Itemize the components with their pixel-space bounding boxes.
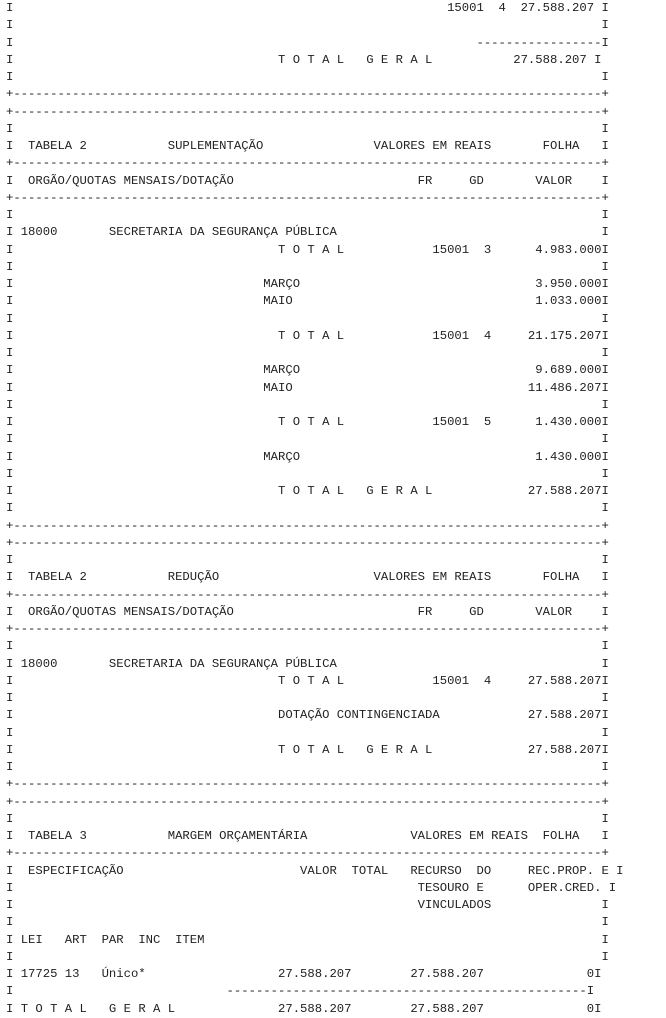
report-line: I 18000 SECRETARIA DA SEGURANÇA PÚBLICA I xyxy=(6,656,609,671)
report-line: I T O T A L 15001 4 21.175.207I xyxy=(6,328,609,343)
report-line: I I xyxy=(6,760,609,774)
report-line: I I xyxy=(6,259,609,274)
report-line: I I xyxy=(6,208,609,222)
report-line: I 17725 13 Único* 27.588.207 27.588.207 0I xyxy=(6,967,602,981)
report-line: I I xyxy=(6,811,609,826)
report-line: I MAIO 1.033.000I xyxy=(6,294,609,309)
report-line: I T O T A L G E R A L 27.588.207I xyxy=(6,484,609,498)
report-line: I I xyxy=(6,18,609,33)
report-line: I MARÇO 1.430.000I xyxy=(6,449,609,464)
report-line: I DOTAÇÃO CONTINGENCIADA 27.588.207I xyxy=(6,708,609,723)
report-line: I MARÇO 9.689.000I xyxy=(6,363,609,378)
report-line: I I xyxy=(6,949,609,964)
report-line: I I xyxy=(6,397,609,412)
report-line: +--------------------------------------------------------------------------------+ xyxy=(6,622,609,636)
report-line: I T O T A L G E R A L 27.588.207I xyxy=(6,742,609,757)
report-line: I T O T A L G E R A L 27.588.207 27.588.207 0I xyxy=(6,1001,602,1016)
report-line: I I xyxy=(6,346,609,360)
report-line: +--------------------------------------------------------------------------------+ xyxy=(6,777,609,792)
report-line: I I xyxy=(6,501,609,516)
report-line: +--------------------------------------------------------------------------------+ xyxy=(6,518,609,533)
report-line: +--------------------------------------------------------------------------------+ xyxy=(6,156,609,171)
report-line: I -------------------------------------------------I xyxy=(6,984,595,999)
report-line: +--------------------------------------------------------------------------------+ xyxy=(6,104,609,119)
report-line: I T O T A L 15001 5 1.430.000I xyxy=(6,415,609,429)
report-line: I TABELA 2 REDUÇÃO VALORES EM REAIS FOLHA I xyxy=(6,570,609,585)
report-line: +--------------------------------------------------------------------------------+ xyxy=(6,587,609,602)
report-line: I I xyxy=(6,915,609,930)
report-line: +--------------------------------------------------------------------------------+ xyxy=(6,190,609,205)
report-line: I I xyxy=(6,311,609,326)
report-line: I TABELA 2 SUPLEMENTAÇÃO VALORES EM REAIS FOLHA I xyxy=(6,139,609,153)
report-line: I TESOURO E OPER.CRED. I xyxy=(6,880,617,895)
report-line: I I xyxy=(6,121,609,136)
report-line: +--------------------------------------------------------------------------------+ xyxy=(6,846,609,861)
report-line: I I xyxy=(6,553,609,567)
report-line: I I xyxy=(6,639,609,654)
report-line: I 18000 SECRETARIA DA SEGURANÇA PÚBLICA I xyxy=(6,225,609,240)
report-line: I MARÇO 3.950.000I xyxy=(6,277,609,291)
report-line: I 15001 4 27.588.207 I xyxy=(6,1,609,15)
report-line: I VINCULADOS I xyxy=(6,898,609,912)
report-line: I I xyxy=(6,432,609,447)
report-line: I I xyxy=(6,466,609,481)
report-line: I I xyxy=(6,70,609,84)
report-line: I I xyxy=(6,725,609,740)
report-line: I -----------------I xyxy=(6,35,609,50)
report-line: I LEI ART PAR INC ITEM I xyxy=(6,932,609,947)
report-line: +--------------------------------------------------------------------------------+ xyxy=(6,535,609,550)
report-line: I ORGÃO/QUOTAS MENSAIS/DOTAÇÃO FR GD VALOR I xyxy=(6,604,609,619)
report-line: I TABELA 3 MARGEM ORÇAMENTÁRIA VALORES EM REAIS FOLHA I xyxy=(6,829,609,843)
report-line: I T O T A L 15001 4 27.588.207I xyxy=(6,673,609,688)
report-line: I ESPECIFICAÇÃO VALOR TOTAL RECURSO DO REC.PROP. E I xyxy=(6,863,624,878)
report-line: I T O T A L G E R A L 27.588.207 I xyxy=(6,52,602,67)
report-line: +--------------------------------------------------------------------------------+ xyxy=(6,794,609,809)
report-line: I T O T A L 15001 3 4.983.000I xyxy=(6,242,609,257)
report-line: +--------------------------------------------------------------------------------+ xyxy=(6,87,609,102)
report-line: I MAIO 11.486.207I xyxy=(6,380,609,395)
report-line: I I xyxy=(6,691,609,705)
report-line: I ORGÃO/QUOTAS MENSAIS/DOTAÇÃO FR GD VALOR I xyxy=(6,173,609,188)
